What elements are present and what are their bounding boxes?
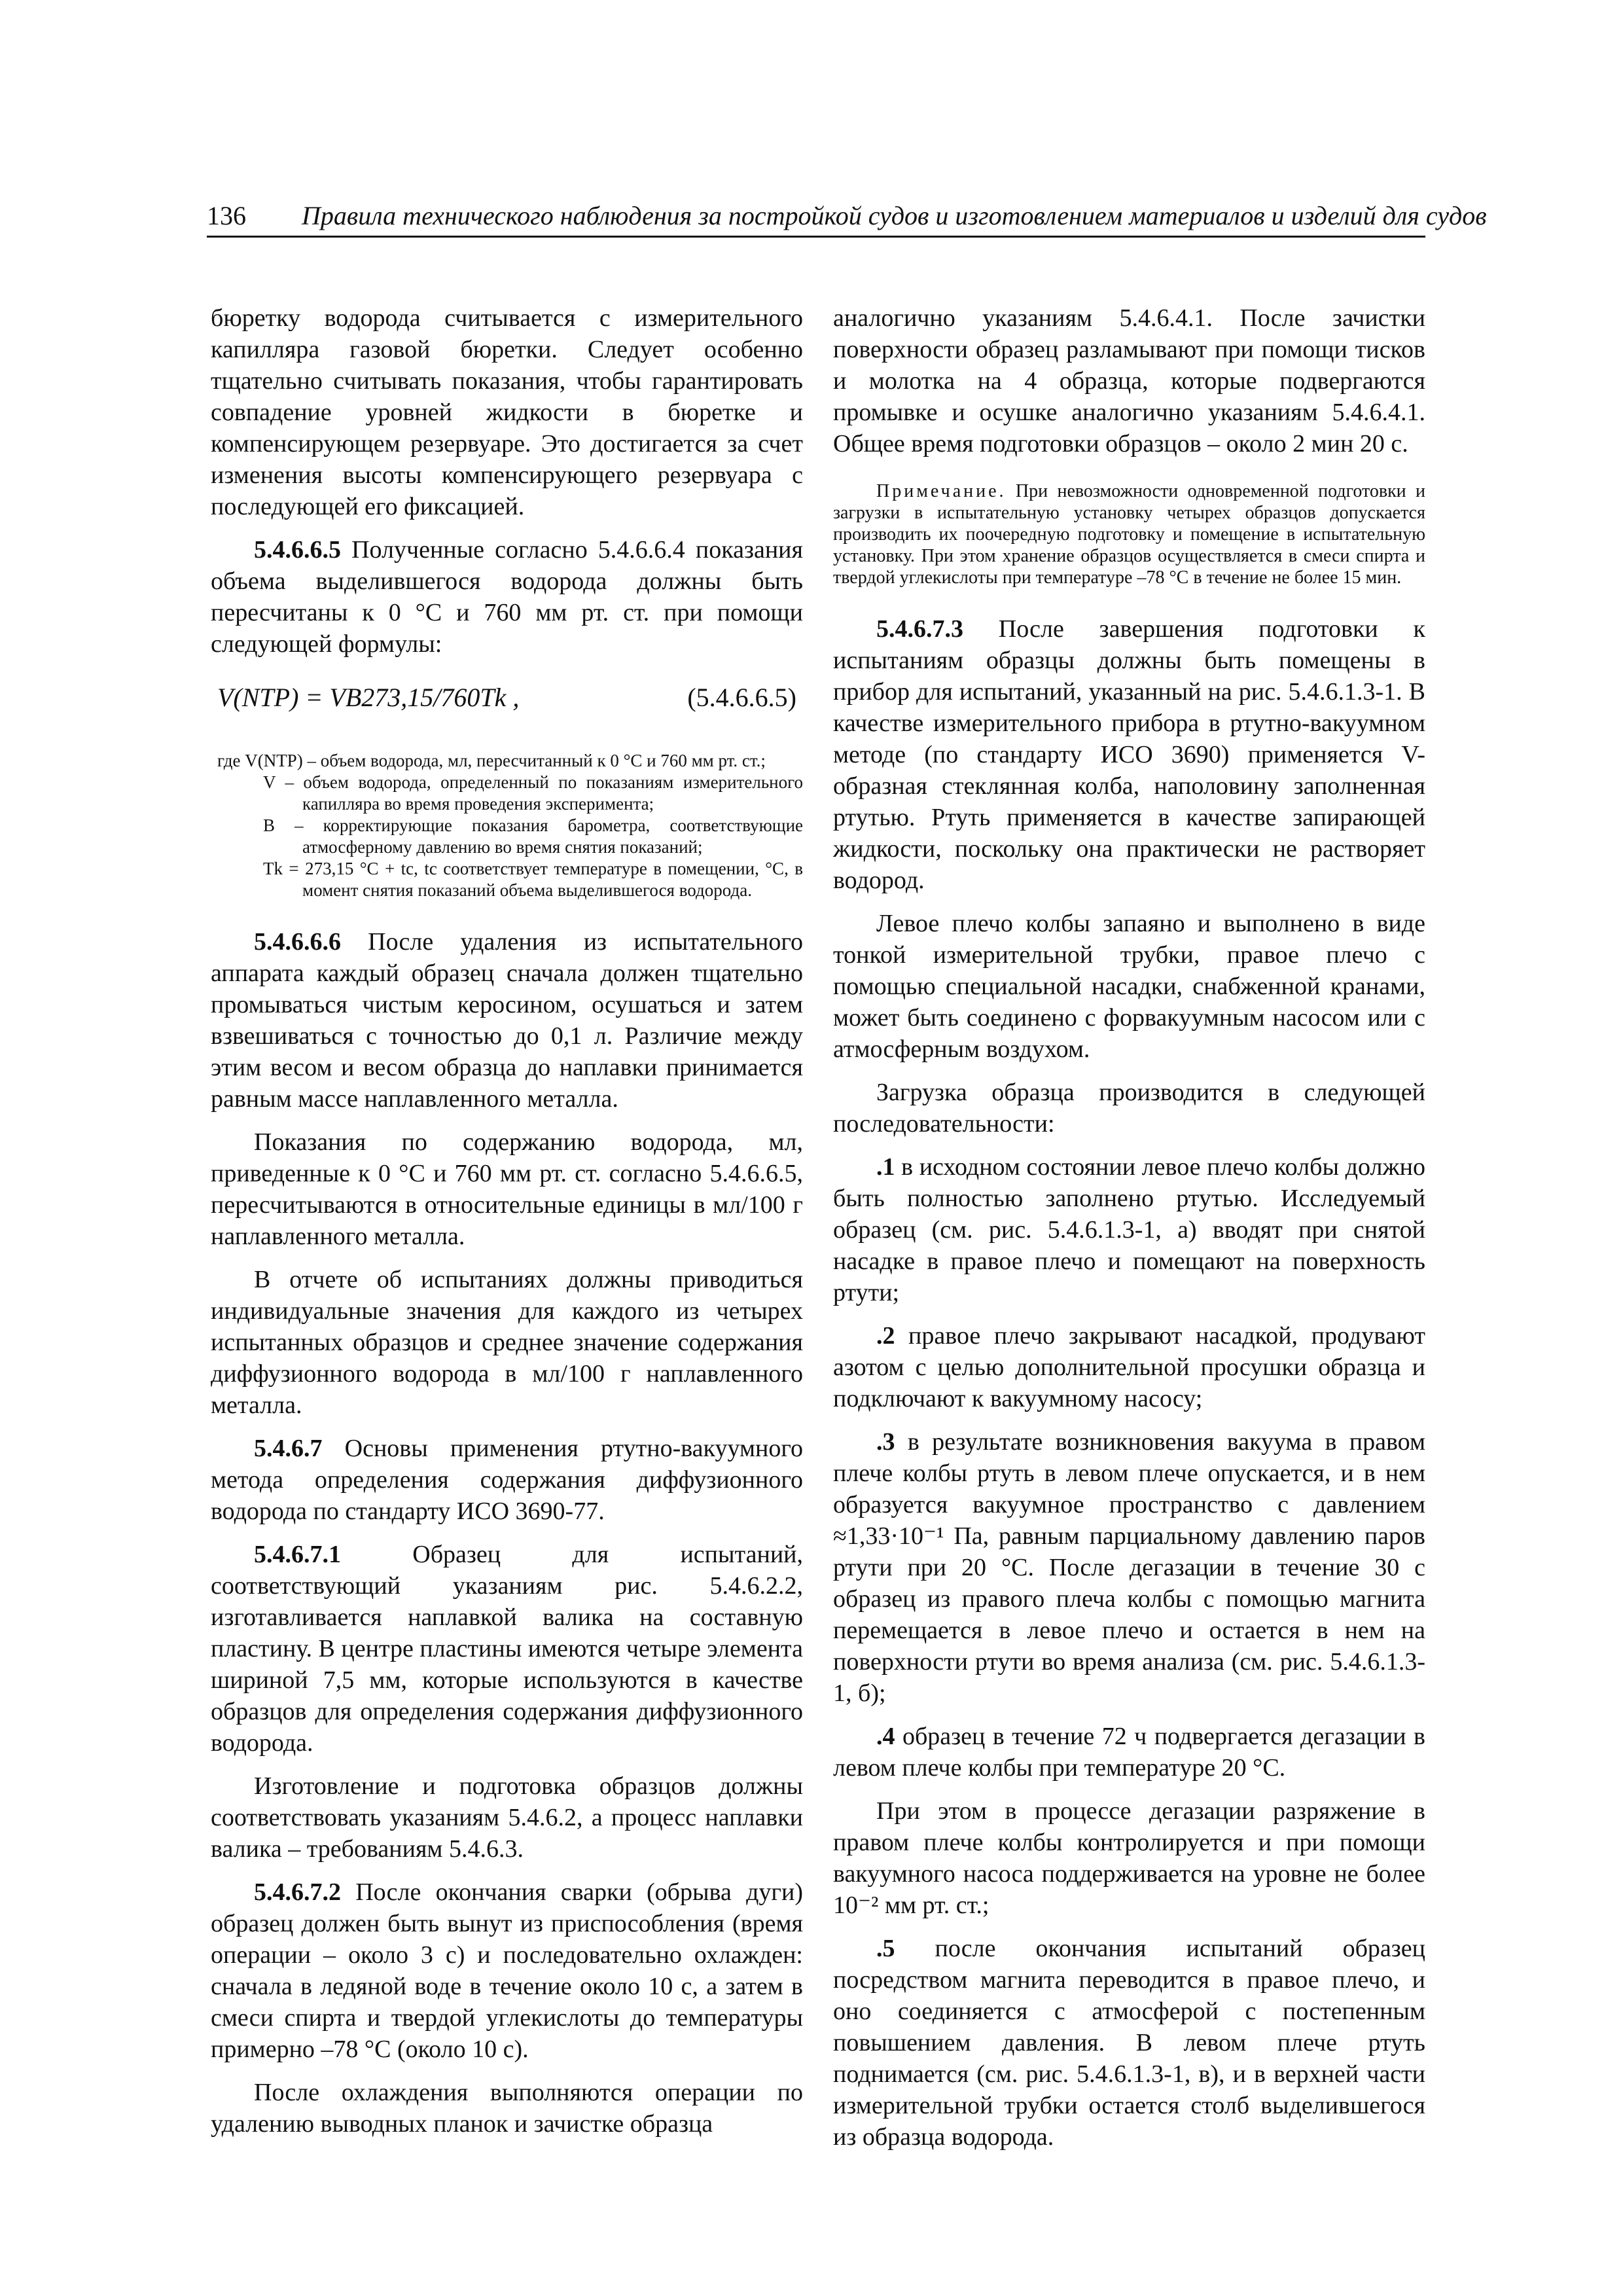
list-text: образец в течение 72 ч подвергается дегазации в левом плече колбы при температуре 20 °С. <box>833 1723 1425 1782</box>
legend-item: где V(NTP) – объем водорода, мл, пересчитанный к 0 °С и 760 мм рт. ст.; <box>217 751 766 770</box>
section-number: 5.4.6.7.3 <box>876 615 963 643</box>
paragraph: Загрузка образца производится в следующей последовательности: <box>833 1079 1425 1138</box>
running-title: Правила технического наблюдения за постройкой судов и изготовлением материалов и изделий для судов <box>302 201 1487 230</box>
list-number: .2 <box>876 1322 895 1350</box>
list-number: .3 <box>876 1428 895 1456</box>
section-number: 5.4.6.6.6 <box>254 928 341 956</box>
list-item <box>833 1721 1425 1784</box>
list-number: .5 <box>876 1935 895 1962</box>
note-text: При невозможности одновременной подготовки и загрузки в испытательную установку четырех образцов допускается производить их поочередную подготовку и помещение в испытательную установку. При этом хранение образцов осуществляется в смеси спирта и твердой углекислоты при температуре –78 °С в течение не более 15 мин. <box>833 481 1425 588</box>
list-text: в исходном состоянии левое плечо колбы должно быть полностью заполнено ртутью. Исследуемый образец (см. рис. 5.4.6.1.3-1, а) вводят при снятой насадке в правое плечо и помещают на поверхность ртути; <box>833 1153 1425 1306</box>
list-number: .1 <box>876 1153 895 1181</box>
paragraph <box>211 1876 803 2065</box>
paragraph: бюретку водорода считывается с измерительного капилляра газовой бюретки. Следует особенно тщательно считывать показания, чтобы гарантировать совпадение уровней жидкости в бюретке и компенсирующем резервуаре. Это достигается за счет изменения высоты компенсирующего резервуара с последующей его фиксацией. <box>211 304 803 520</box>
paragraph-text: После завершения подготовки к испытаниям образцы должны быть помещены в прибор для испытаний, указанный на рис. 5.4.6.1.3-1. В качестве измерительного прибора в ртутно-вакуумном методе (по стандарту ИСО 3690) применяется V-образная стеклянная колба, наполовину заполненная ртутью. Ртуть применяется в качестве запирающей жидкости, поскольку она практически не растворяет водород. <box>833 615 1425 894</box>
list-text: правое плечо закрывают насадкой, продувают азотом с целью дополнительной просушки образца и подключают к вакуумному насосу; <box>833 1322 1425 1412</box>
left-column <box>211 302 803 2140</box>
section-number: 5.4.6.7 <box>254 1435 323 1462</box>
paragraph <box>833 613 1425 896</box>
section-number: 5.4.6.6.5 <box>254 536 341 564</box>
list-text: в результате возникновения вакуума в правом плече колбы ртуть в левом плече опускается, и в нем образуется вакуумное пространство с давлением ≈1,33·10⁻¹ Па, равным парциальному давлению паров ртути при 20 °С. После дегазации в течение 30 с образец из правого плеча колбы с помощью магнита перемещается в левое плечо и остается в нем на поверхности ртути во время анализа (см. рис. 5.4.6.1.3-1, б); <box>833 1428 1425 1707</box>
paragraph: Показания по содержанию водорода, мл, приведенные к 0 °С и 760 мм рт. ст. согласно 5.4.6.6.5, пересчитываются в относительные единицы в мл/100 г наплавленного металла. <box>211 1128 803 1250</box>
legend-item: Tk = 273,15 °С + tc, tc соответствует температуре в помещении, °С, в момент снятия показаний объема выделившегося водорода. <box>263 859 803 900</box>
paragraph-text: После окончания сварки (обрыва дуги) образец должен быть вынут из приспособления (время операции – около 3 с) и последовательно охлажден: сначала в ледяной воде в течение около 10 с, а затем в смеси спирта и твердой углекислоты до температуры примерно –78 °С (около 10 с). <box>211 1878 803 2063</box>
page-number: 136 <box>207 201 246 230</box>
paragraph: Левое плечо колбы запаяно и выполнено в виде тонкой измерительной трубки, правое плечо с помощью специальной насадки, снабженной кранами, может быть соединено с форвакуумным насосом или с атмосферным воздухом. <box>833 910 1425 1063</box>
list-item <box>833 1426 1425 1709</box>
formula-number: (5.4.6.6.5) <box>687 683 796 712</box>
legend-item: B – корректирующие показания барометра, соответствующие атмосферному давлению во время снятия показаний; <box>263 816 803 857</box>
running-header <box>207 196 1487 238</box>
paragraph-text: Основы применения ртутно-вакуумного метода определения содержания диффузионного водорода по стандарту ИСО 3690-77. <box>211 1435 803 1525</box>
paragraph-text: Образец для испытаний, соответствующий указаниям рис. 5.4.6.2.2, изготавливается наплавкой валика на составную пластину. В центре пластины имеются четыре элемента шириной 7,5 мм, которые используются в качестве образцов для определения содержания диффузионного водорода. <box>211 1541 803 1757</box>
paragraph <box>211 534 803 660</box>
list-number: .4 <box>876 1723 895 1750</box>
paragraph: аналогично указаниям 5.4.6.4.1. После зачистки поверхности образец разламывают при помощи тисков и молотка на 4 образца, которые подвергаются промывке и осушке аналогично указаниям 5.4.6.4.1. Общее время подготовки образцов – около 2 мин 20 с. <box>833 304 1425 457</box>
right-column <box>833 302 1425 2153</box>
section-number: 5.4.6.7.2 <box>254 1878 341 1906</box>
paragraph <box>211 1539 803 1759</box>
paragraph: В отчете об испытаниях должны приводиться индивидуальные значения для каждого из четырех испытанных образцов и среднее значение содержания диффузионного водорода в мл/100 г наплавленного металла. <box>211 1266 803 1419</box>
list-item <box>833 1320 1425 1414</box>
note <box>833 480 1425 588</box>
note-label: Примечание. <box>876 481 1007 501</box>
list-item <box>833 1933 1425 2153</box>
paragraph: После охлаждения выполняются операции по удалению выводных планок и зачистке образца <box>211 2079 803 2138</box>
paragraph: Изготовление и подготовка образцов должны соответствовать указаниям 5.4.6.2, а процесс наплавки валика – требованиям 5.4.6.3. <box>211 1772 803 1863</box>
paragraph <box>211 1433 803 1527</box>
formula: V(NTP) = VB273,15/760Tk , <box>217 683 520 712</box>
list-item <box>833 1151 1425 1308</box>
paragraph-text: После удаления из испытательного аппарата каждый образец сначала должен тщательно промываться чистым керосином, осушаться и затем взвешиваться с точностью до 0,1 л. Различие между этим весом и весом образца до наплавки принимается равным массе наплавленного металла. <box>211 928 803 1113</box>
list-text: после окончания испытаний образец посредством магнита переводится в правое плечо, и оно соединяется с атмосферой с постепенным повышением давления. В левом плече ртуть поднимается (см. рис. 5.4.6.1.3-1, в), и в верхней части измерительной трубки остается столб выделившегося из образца водорода. <box>833 1935 1425 2151</box>
formula-legend <box>211 750 803 901</box>
paragraph <box>211 926 803 1115</box>
legend-item: V – объем водорода, определенный по показаниям измерительного капилляра во время проведения эксперимента; <box>263 772 803 814</box>
section-number: 5.4.6.7.1 <box>254 1541 341 1568</box>
paragraph: При этом в процессе дегазации разряжение в правом плече колбы контролируется и при помощи вакуумного насоса поддерживается на уровне не более 10⁻² мм рт. ст.; <box>833 1797 1425 1919</box>
paragraph-text: Полученные согласно 5.4.6.6.4 показания объема выделившегося водорода должны быть пересчитаны к 0 °С и 760 мм рт. ст. при помощи следующей формулы: <box>211 536 803 658</box>
formula-block <box>211 677 803 719</box>
